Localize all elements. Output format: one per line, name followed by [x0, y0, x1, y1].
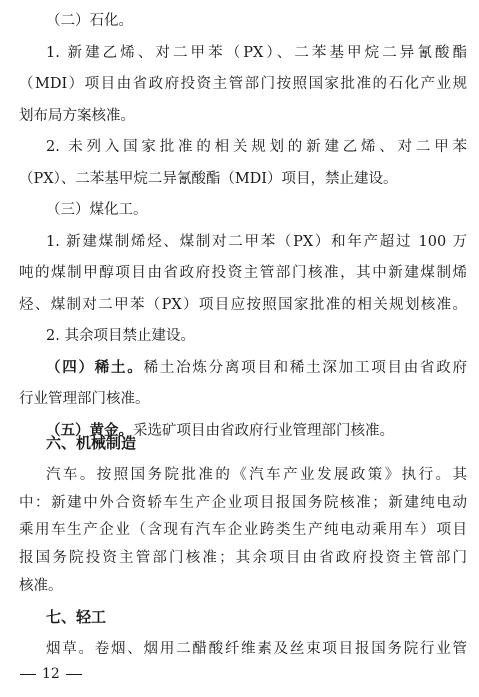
- paragraph-text: 稀土冶炼分离项目和稀土深加工项目由省政府: [143, 360, 468, 376]
- section-heading-light-industry: 七、轻工: [46, 608, 107, 626]
- subsection-heading-petrochemical: （二）石化。: [46, 13, 133, 29]
- paragraph-line: 吨的煤制甲醇项目由省政府投资主管部门核准，其中新建煤制烯: [19, 265, 467, 281]
- subsection-heading-rare-earth: （四）稀土。: [46, 359, 144, 376]
- page-number: 12: [42, 666, 60, 682]
- paragraph-line: 1. 新建乙烯、对二甲苯（PX）、二苯基甲烷二异氰酸酯: [46, 45, 467, 61]
- subsection-heading-coal-chemical: （三）煤化工。: [46, 202, 148, 218]
- footer-dash-right: [66, 674, 82, 675]
- paragraph-line: 汽车。按照国务院批准的《汽车产业发展政策》执行。其: [46, 467, 467, 483]
- section-heading-machinery: 六、机械制造: [46, 434, 137, 452]
- paragraph-line: 烃、煤制对二甲苯（PX）项目应按照国家批准的相关规划核准。: [19, 297, 467, 313]
- paragraph-line: 行业管理部门核准。: [19, 391, 150, 407]
- footer-dash-left: [20, 674, 36, 675]
- paragraph-line: 中：新建中外合资轿车生产企业项目报国务院核准；新建纯电动: [19, 495, 467, 511]
- paragraph-text: 采选矿项目由省政府行业管理部门核准。: [133, 423, 394, 439]
- paragraph-line: 2. 未列入国家批准的相关规划的新建乙烯、对二甲苯: [46, 139, 467, 155]
- paragraph-line: （PX）、二苯基甲烷二异氰酸酯（MDI）项目，禁止建设。: [19, 171, 398, 187]
- paragraph-line: 报国务院投资主管部门核准；其余项目由省政府投资主管部门: [19, 550, 467, 566]
- paragraph-line: 2. 其余项目禁止建设。: [46, 328, 195, 344]
- paragraph-line: 烟草。卷烟、烟用二醋酸纤维素及丝束项目报国务院行业管: [46, 641, 467, 657]
- paragraph-line: （MDI）项目由省政府投资主管部门按照国家批准的石化产业规: [19, 76, 467, 92]
- subsection-heading-gold: （五）黄金。: [46, 422, 133, 439]
- paragraph-line-rare-earth: [0, 355, 479, 381]
- paragraph-line: 乘用车生产企业（含现有汽车企业跨类生产纯电动乘用车）项目: [19, 522, 467, 538]
- paragraph-line: 1. 新建煤制烯烃、煤制对二甲苯（PX）和年产超过 100 万: [46, 234, 467, 250]
- paragraph-line: 核准。: [19, 578, 63, 594]
- paragraph-line: 划布局方案核准。: [19, 108, 135, 124]
- page-footer: [14, 663, 88, 685]
